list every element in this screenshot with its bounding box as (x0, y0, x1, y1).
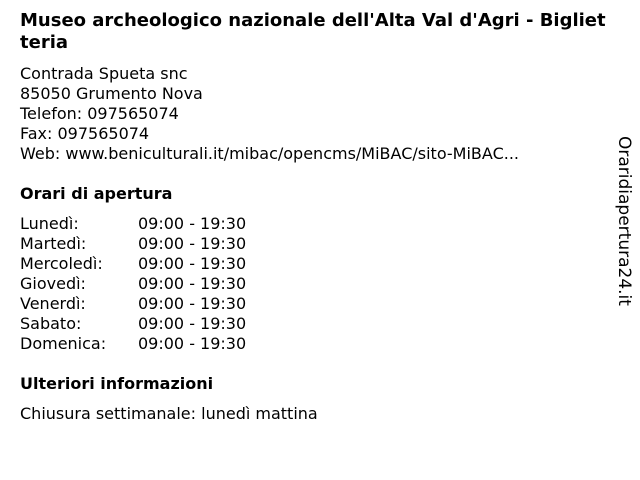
watermark-text: Oraridiapertura24.it (614, 136, 634, 306)
time-range: 09:00 - 19:30 (138, 254, 247, 273)
opening-hours-heading: Orari di apertura (20, 184, 173, 203)
day-label: Domenica: (20, 334, 107, 353)
day-label: Venerdì: (20, 294, 86, 313)
time-range: 09:00 - 19:30 (138, 294, 247, 313)
address-block (20, 64, 519, 164)
opening-hours-table (20, 214, 246, 354)
time-range: 09:00 - 19:30 (138, 234, 247, 253)
hours-row (20, 234, 246, 254)
time-range: 09:00 - 19:30 (138, 334, 247, 353)
hours-row (20, 254, 246, 274)
time-range: 09:00 - 19:30 (138, 314, 247, 333)
hours-row (20, 294, 246, 314)
page-title: Museo archeologico nazionale dell'Alta Val d'Agri - Biglietteria (20, 10, 606, 53)
hours-row (20, 334, 246, 354)
watermark (612, 135, 636, 307)
more-info-heading: Ulteriori informazioni (20, 374, 214, 393)
day-label: Giovedì: (20, 274, 86, 293)
day-label: Mercoledì: (20, 254, 103, 273)
fax: Fax: 097565074 (20, 124, 150, 143)
day-label: Martedì: (20, 234, 87, 253)
website: Web: www.beniculturali.it/mibac/opencms/MiBAC/sito-MiBAC... (20, 144, 519, 163)
hours-row (20, 274, 246, 294)
day-label: Lunedì: (20, 214, 79, 233)
street-address: Contrada Spueta snc (20, 64, 188, 83)
city: 85050 Grumento Nova (20, 84, 203, 103)
day-label: Sabato: (20, 314, 82, 333)
hours-row (20, 314, 246, 334)
time-range: 09:00 - 19:30 (138, 274, 247, 293)
hours-row (20, 214, 246, 234)
weekly-closure-text: Chiusura settimanale: lunedì mattina (20, 404, 318, 423)
time-range: 09:00 - 19:30 (138, 214, 247, 233)
phone: Telefon: 097565074 (20, 104, 179, 123)
